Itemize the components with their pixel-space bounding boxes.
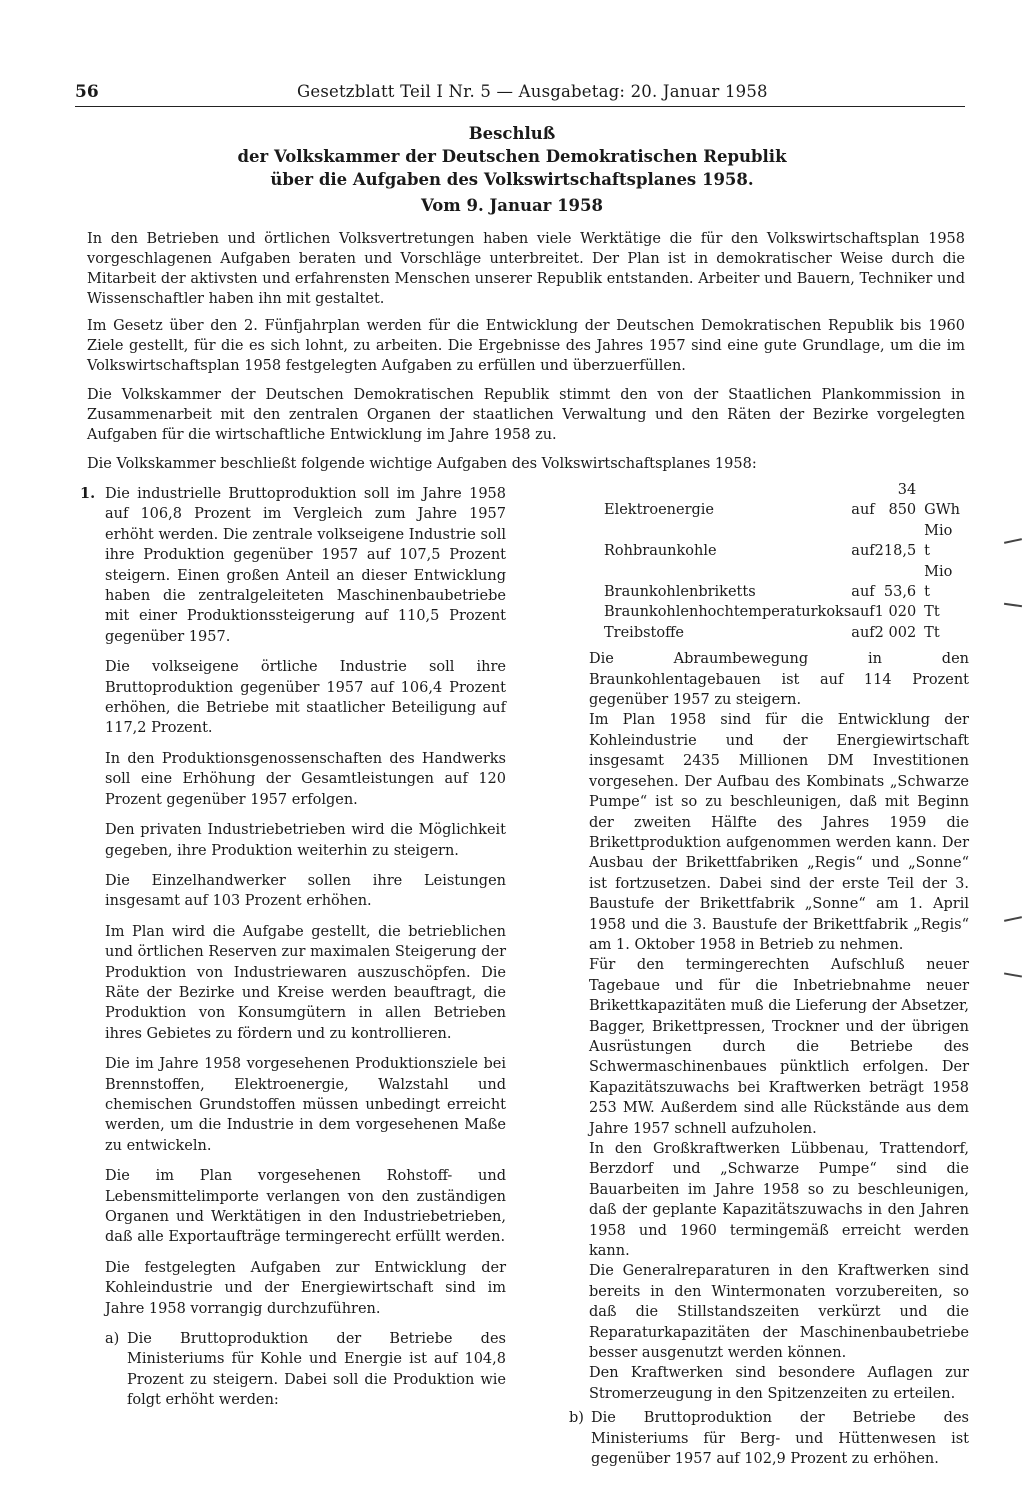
- resolution-title: [0, 122, 1024, 191]
- right-paragraphs: [589, 649, 969, 1404]
- title-line-1: Beschluß: [468, 124, 556, 143]
- resolution-date: Vom 9. Januar 1958: [420, 196, 603, 215]
- target-prefix: auf: [851, 543, 875, 560]
- sub-item-text: Die Bruttoproduktion der Betriebe des Ministeriums für Berg- und Hüttenwesen ist gegenüber 1957 auf 102,9 Prozent zu erhöhen.: [591, 1410, 969, 1468]
- production-targets-table: [604, 480, 960, 643]
- paragraph: Die volkseigene örtliche Industrie soll ihre Bruttoproduktion gegenüber 1957 auf 106,4 Prozent erhöhen, die Betriebe mit staatlicher Beteiligung auf 117,2 Prozent.: [105, 659, 506, 737]
- right-column: [569, 480, 969, 1470]
- sub-item-text: Die Bruttoproduktion der Betriebe des Ministeriums für Kohle und Energie ist auf 104,8 Prozent zu steigern. Dabei soll die Produktion wie folgt erhöht werden:: [127, 1331, 506, 1409]
- target-unit: Mio t: [924, 522, 953, 560]
- item-number: 1.: [80, 485, 96, 502]
- paragraph: In den Produktionsgenossenschaften des Handwerks soll eine Erhöhung der Gesamtleistungen auf 120 Prozent gegenüber 1957 erfolgen.: [105, 750, 506, 808]
- paragraph: Die Generalreparaturen in den Kraftwerken sind bereits in den Wintermonaten vorzubereiten, so daß die Stillstandszeiten verkürzt und die Reparaturkapazitäten der Maschinenbaubetriebe besser ausgenutzt werden können.: [589, 1263, 969, 1362]
- paragraph: Die im Jahre 1958 vorgesehenen Produktionsziele bei Brennstoffen, Elektroenergie, Walzstahl und chemischen Grundstoffen müssen unbedingt erreicht werden, um die Industrie in dem vorgesehenen Maße zu entwickeln.: [105, 1056, 506, 1154]
- target-unit: Mio t: [924, 563, 953, 601]
- margin-mark: [1004, 603, 1022, 607]
- preamble-paragraph: Die Volkskammer der Deutschen Demokratischen Republik stimmt den von der Staatlichen Plankommission in Zusammenarbeit mit den zentralen Organen der staatlichen Verwaltung und den Räten der Bezirke vorgelegten Aufgaben für die wirtschaftliche Entwicklung im Jahre 1958 zu.: [87, 387, 965, 443]
- product-name: Rohbraunkohle: [604, 543, 717, 560]
- margin-mark: [1004, 538, 1022, 544]
- production-target-row: [604, 602, 960, 622]
- item-text: Die industrielle Bruttoproduktion soll im Jahre 1958 auf 106,8 Prozent im Vergleich zum Jahre 1957 erhöht werden. Die zentrale volkseigene Industrie soll ihre Produktion gegenüber 1957 auf 107,5 Prozent steigern. Einen großen Anteil an dieser Entwicklung haben die zentralgeleiteten Maschinenbaubetriebe mit einer Produktionssteigerung auf 110,5 Prozent gegenüber 1957.: [105, 486, 506, 645]
- production-targets-body: [604, 480, 960, 643]
- production-target-row: [604, 623, 960, 643]
- target-value: 218,5: [874, 543, 917, 560]
- target-prefix: auf: [851, 502, 875, 519]
- preamble: [87, 229, 965, 481]
- target-value: 53,6: [883, 584, 917, 601]
- target-prefix: auf: [851, 584, 875, 601]
- running-head: Gesetzblatt Teil I Nr. 5 — Ausgabetag: 20. Januar 1958: [297, 82, 768, 101]
- left-column: [80, 484, 506, 1411]
- product-name: Braunkohlenhochtemperaturkoks: [604, 604, 852, 621]
- paragraph: Die Einzelhandwerker sollen ihre Leistungen insgesamt auf 103 Prozent erhöhen.: [105, 872, 506, 910]
- sub-item-label: a): [105, 1331, 120, 1348]
- paragraph: Den Kraftwerken sind besondere Auflagen zur Stromerzeugung in den Spitzenzeiten zu erteilen.: [589, 1365, 969, 1402]
- margin-mark: [1004, 916, 1022, 922]
- paragraph: In den Großkraftwerken Lübbenau, Trattendorf, Berzdorf und „Schwarze Pumpe“ sind die Bauarbeiten im Jahre 1958 so zu beschleunigen, daß der geplante Kapazitätszuwachs in den Jahren 1958 und 1960 termingemäß erreicht werden kann.: [589, 1141, 969, 1260]
- paragraph: Im Plan 1958 sind für die Entwicklung der Kohleindustrie und der Energiewirtschaft insgesamt 2435 Millionen DM Investitionen vorgesehen. Der Aufbau des Kombinats „Schwarze Pumpe“ ist so zu beschleunigen, daß mit Beginn der zweiten Hälfte des Jahres 1959 die Brikettproduktion aufgenommen werden kann. Der Ausbau der Brikettfabriken „Regis“ und „Sonne“ ist fortzusetzen. Dabei sind der erste Teil der 3. Baustufe der Brikettfabrik „Sonne“ am 1. April 1958 und die 3. Baustufe der Brikettfabrik „Regis“ am 1. Oktober 1958 in Betrieb zu nehmen.: [589, 712, 969, 953]
- paragraph: Für den termingerechten Aufschluß neuer Tagebaue und für die Inbetriebnahme neuer Brikettkapazitäten muß die Lieferung der Absetzer, Bagger, Brikettpressen, Trockner und der übrigen Ausrüstungen durch die Betriebe des Schwermaschinenbaues pünktlich erfolgen. Der Kapazitätszuwachs bei Kraftwerken beträgt 1958 253 MW. Außerdem sind alle Rückstände aus dem Jahre 1957 schnell aufzuholen.: [589, 957, 969, 1137]
- target-unit: Tt: [924, 604, 940, 621]
- production-target-row: [604, 562, 960, 603]
- product-name: Treibstoffe: [604, 624, 684, 641]
- preamble-paragraph: In den Betrieben und örtlichen Volksvertretungen haben viele Werktätige die für den Volkswirtschaftsplan 1958 vorgeschlagenen Aufgaben beraten und Vorschläge unterbreitet. Der Plan ist in demokratischer Weise durch die Mitarbeit der aktivsten und erfahrensten Menschen unserer Republik entstanden. Arbeiter und Bauern, Techniker und Wissenschaftler haben ihn mit gestaltet.: [87, 231, 965, 307]
- title-line-3: über die Aufgaben des Volkswirtschaftsplanes 1958.: [270, 170, 754, 189]
- target-prefix: auf: [851, 624, 875, 641]
- product-name: Elektroenergie: [604, 502, 715, 519]
- preamble-paragraph: Die Volkskammer beschließt folgende wichtige Aufgaben des Volkswirtschaftsplanes 1958:: [87, 456, 757, 472]
- target-prefix: auf: [851, 604, 875, 621]
- paragraph: Die Abraumbewegung in den Braunkohlentagebauen ist auf 114 Prozent gegenüber 1957 zu steigern.: [589, 651, 969, 709]
- paragraph: Im Plan wird die Aufgabe gestellt, die betrieblichen und örtlichen Reserven zur maximalen Steigerung der Produktion von Industriewaren auszuschöpfen. Die Räte der Bezirke und Kreise werden beauftragt, die Produktion von Konsumgütern in allen Betrieben ihres Gebietes zu fördern und zu kontrollieren.: [105, 923, 506, 1042]
- page-number: 56: [75, 82, 99, 102]
- target-value: 2 002: [874, 624, 917, 641]
- product-name: Braunkohlenbriketts: [604, 584, 756, 601]
- item-1-paragraphs: [80, 657, 506, 1410]
- sub-item-label: b): [569, 1410, 584, 1427]
- margin-mark: [1004, 972, 1022, 977]
- target-unit: Tt: [924, 624, 940, 641]
- target-unit: GWh: [924, 502, 960, 519]
- sub-item-b: [569, 1408, 969, 1469]
- production-target-row: [604, 521, 960, 562]
- preamble-paragraph: Im Gesetz über den 2. Fünfjahrplan werden für die Entwicklung der Deutschen Demokratischen Republik bis 1960 Ziele gestellt, für die es sich lohnt, zu arbeiten. Die Ergebnisse des Jahres 1957 sind eine gute Grundlage, um die im Volkswirtschaftsplan 1958 festgelegten Aufgaben zu erfüllen und überzuerfüllen.: [87, 318, 965, 374]
- title-line-2: der Volkskammer der Deutschen Demokratischen Republik: [237, 147, 787, 166]
- paragraph: Die im Plan vorgesehenen Rohstoff- und Lebensmittelimporte verlangen von den zuständigen Organen und Werktätigen in den Industriebetrieben, daß alle Exportaufträge termingerecht erfüllt werden.: [105, 1168, 506, 1246]
- paragraph: Die festgelegten Aufgaben zur Entwicklung der Kohleindustrie und der Energiewirtschaft sind im Jahre 1958 vorrangig durchzuführen.: [105, 1259, 506, 1317]
- page-header: [75, 78, 965, 107]
- sub-item-a: [105, 1329, 506, 1411]
- target-value: 1 020: [874, 604, 917, 621]
- numbered-item-1: [80, 484, 506, 647]
- production-target-row: [604, 480, 960, 521]
- target-value: 34 850: [888, 482, 917, 519]
- paragraph: Den privaten Industriebetrieben wird die Möglichkeit gegeben, ihre Produktion weiterhin zu steigern.: [105, 822, 506, 859]
